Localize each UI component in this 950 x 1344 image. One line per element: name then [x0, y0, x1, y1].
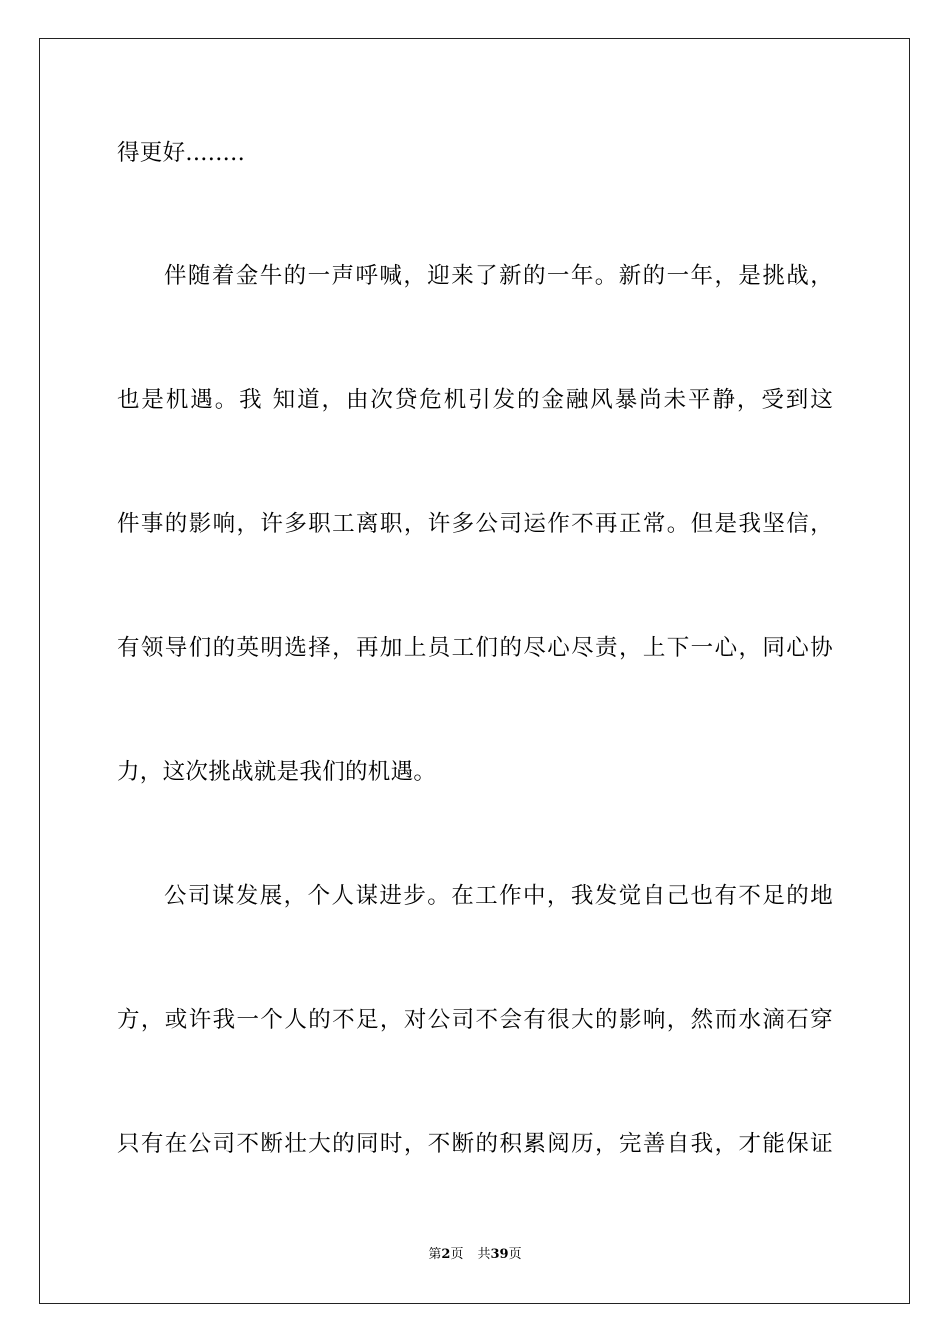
footer-page-total: 39	[490, 1247, 509, 1262]
text-line-3: 也是机遇。我 知道，由次贷危机引发的金融风暴尚未平静，受到这	[117, 387, 833, 413]
page-footer	[0, 1246, 950, 1264]
footer-page-prefix: 第	[428, 1247, 442, 1262]
text-line-8: 方，或许我一个人的不足，对公司不会有很大的影响，然而水滴石穿	[117, 1007, 833, 1033]
text-line-2: 伴随着金牛的一声呼喊，迎来了新的一年。新的一年，是挑战，	[164, 263, 833, 289]
text-line-5: 有领导们的英明选择，再加上员工们的尽心尽责，上下一心，同心协	[117, 635, 833, 661]
footer-total-suffix: 页	[508, 1247, 522, 1262]
footer-total-prefix: 共	[477, 1247, 491, 1262]
text-line-7: 公司谋发展，个人谋进步。在工作中，我发觉自己也有不足的地	[164, 883, 833, 909]
text-line-6: 力，这次挑战就是我们的机遇。	[117, 759, 437, 785]
footer-page-current: 2	[441, 1247, 451, 1262]
footer-page-suffix: 页	[450, 1247, 464, 1262]
page-border	[39, 38, 910, 1304]
text-line-9: 只有在公司不断壮大的同时，不断的积累阅历，完善自我，才能保证	[117, 1131, 833, 1157]
text-line-4: 件事的影响，许多职工离职，许多公司运作不再正常。但是我坚信，	[117, 511, 833, 537]
text-line-1: 得更好........	[117, 140, 246, 166]
